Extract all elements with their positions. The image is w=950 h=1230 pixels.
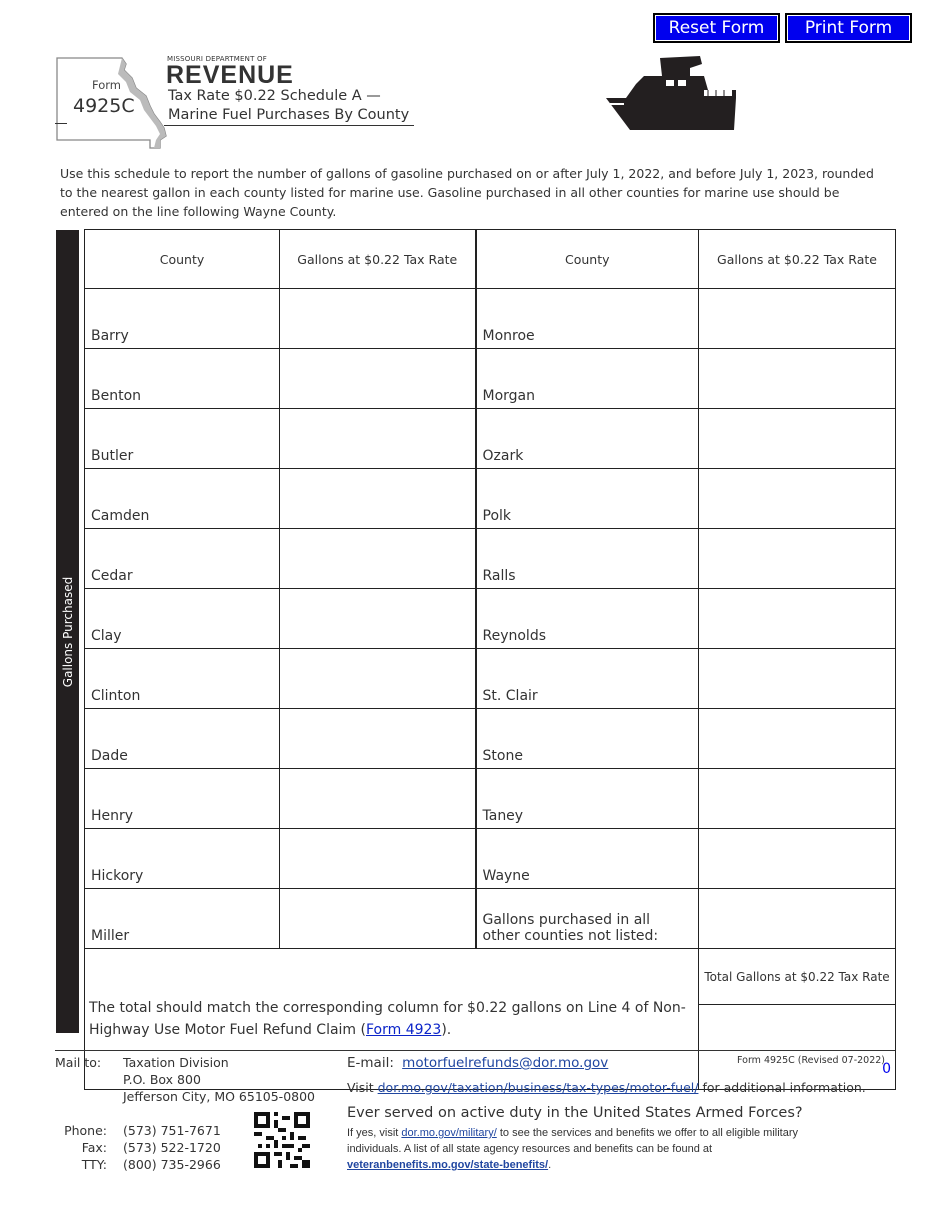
veteran-benefits-link[interactable]: veteranbenefits.mo.gov/state-benefits/ [347, 1159, 549, 1171]
gallons-input-wayne[interactable] [699, 829, 896, 889]
title-line-1: Tax Rate $0.22 Schedule A — [168, 88, 381, 104]
county-name: Wayne [476, 829, 699, 889]
gallons-input-ozark[interactable] [699, 409, 896, 469]
county-name: Polk [476, 469, 699, 529]
sidebar-label: Gallons Purchased [60, 576, 75, 687]
form-revision: Form 4925C (Revised 07-2022) [737, 1055, 886, 1066]
gallons-input-clay[interactable] [280, 589, 476, 649]
contact-numbers [123, 1122, 221, 1173]
veteran-text-end: . [548, 1159, 552, 1171]
header-county-right: County [476, 230, 699, 289]
county-name: Camden [85, 469, 280, 529]
veteran-heading: Ever served on active duty in the United States Armed Forces? [347, 1105, 803, 1121]
email-link[interactable]: motorfuelrefunds@dor.mo.gov [402, 1055, 609, 1071]
gallons-input-morgan[interactable] [699, 349, 896, 409]
other-counties-label: Gallons purchased in all other counties not listed: [476, 889, 699, 949]
county-gallons-table [84, 229, 896, 1090]
tty-number: (800) 735-2966 [123, 1157, 221, 1172]
visit-label: Visit [347, 1080, 374, 1095]
phone-label: Phone: [64, 1123, 107, 1138]
mailing-address [123, 1054, 315, 1105]
gallons-input-clinton[interactable] [280, 649, 476, 709]
header-county-left: County [85, 230, 280, 289]
fax-number: (573) 522-1720 [123, 1140, 221, 1155]
boat-icon [604, 54, 740, 134]
gallons-input-stone[interactable] [699, 709, 896, 769]
gallons-input-butler[interactable] [280, 409, 476, 469]
county-name: Clay [85, 589, 280, 649]
county-name: Dade [85, 709, 280, 769]
header-gallons-left: Gallons at $0.22 Tax Rate [280, 230, 476, 289]
county-name: Butler [85, 409, 280, 469]
total-note-end: ). [441, 1022, 452, 1038]
fax-label: Fax: [81, 1140, 107, 1155]
gallons-input-dade[interactable] [280, 709, 476, 769]
address-line-2: P.O. Box 800 [123, 1072, 201, 1087]
veteran-text [347, 1125, 827, 1173]
county-name: Miller [85, 889, 280, 949]
total-note-text: The total should match the corresponding column for $0.22 gallons on Line 4 of Non-Highway Use Motor Fuel Refund Claim ( [89, 1000, 686, 1038]
gallons-input-ralls[interactable] [699, 529, 896, 589]
military-link[interactable]: dor.mo.gov/military/ [401, 1127, 497, 1139]
print-form-button[interactable]: Print Form [785, 13, 912, 43]
form-label: Form [92, 78, 121, 92]
mail-to-label: Mail to: [55, 1055, 102, 1070]
county-name: Clinton [85, 649, 280, 709]
county-name: St. Clair [476, 649, 699, 709]
tty-label: TTY: [81, 1157, 107, 1172]
revenue-logo: REVENUE [166, 61, 294, 89]
gallons-input-polk[interactable] [699, 469, 896, 529]
motor-fuel-link[interactable]: dor.mo.gov/taxation/business/tax-types/motor-fuel/ [377, 1080, 699, 1095]
form-number: 4925C [73, 95, 135, 117]
contact-labels [55, 1122, 107, 1173]
reset-form-button[interactable]: Reset Form [653, 13, 780, 43]
phone-number: (573) 751-7671 [123, 1123, 221, 1138]
gallons-input-henry[interactable] [280, 769, 476, 829]
county-name: Reynolds [476, 589, 699, 649]
county-name: Morgan [476, 349, 699, 409]
header-gallons-right: Gallons at $0.22 Tax Rate [699, 230, 896, 289]
county-name: Taney [476, 769, 699, 829]
form-title [168, 87, 409, 125]
sidebar-label-bar [56, 230, 79, 1033]
gallons-input-other-counties[interactable] [699, 889, 896, 949]
agency-top-line: MISSOURI DEPARTMENT OF [167, 55, 267, 63]
title-line-2: Marine Fuel Purchases By County [168, 107, 410, 123]
county-name: Benton [85, 349, 280, 409]
gallons-input-benton[interactable] [280, 349, 476, 409]
county-name: Cedar [85, 529, 280, 589]
county-name: Monroe [476, 289, 699, 349]
county-name: Ozark [476, 409, 699, 469]
address-line-1: Taxation Division [123, 1055, 229, 1070]
total-gallons-label: Total Gallons at $0.22 Tax Rate [699, 949, 896, 1005]
gallons-input-st-clair[interactable] [699, 649, 896, 709]
gallons-input-cedar[interactable] [280, 529, 476, 589]
address-line-3: Jefferson City, MO 65105-0800 [123, 1089, 316, 1104]
gallons-input-hickory[interactable] [280, 829, 476, 889]
qr-code-icon [254, 1112, 310, 1168]
gallons-input-monroe[interactable] [699, 289, 896, 349]
email-label: E-mail: [347, 1055, 394, 1071]
form-4923-link[interactable]: Form 4923 [365, 1022, 442, 1038]
visit-end: for additional information. [702, 1080, 866, 1095]
gallons-input-camden[interactable] [280, 469, 476, 529]
total-gallons-value: 0 [699, 1005, 896, 1090]
intro-text: Use this schedule to report the number of gallons of gasoline purchased on or after July 1, 2022, and before July 1, 2023, rounded to the nearest gallon in each county listed for marine use. Gasoline purchased in all other counties for marine use should be entered on the line following Wayne County. [60, 166, 874, 219]
county-name: Ralls [476, 529, 699, 589]
gallons-input-taney[interactable] [699, 769, 896, 829]
gallons-input-barry[interactable] [280, 289, 476, 349]
county-name: Stone [476, 709, 699, 769]
veteran-text-2: to see the services and benefits we offer to all eligible military individuals. A list of all state agency resources and benefits can be found at [347, 1127, 799, 1155]
county-name: Hickory [85, 829, 280, 889]
gallons-input-reynolds[interactable] [699, 589, 896, 649]
gallons-input-miller[interactable] [280, 889, 476, 949]
county-name: Henry [85, 769, 280, 829]
visit-row [347, 1079, 866, 1096]
county-name: Barry [85, 289, 280, 349]
email-row [347, 1055, 608, 1072]
veteran-text-1: If yes, visit [347, 1127, 399, 1139]
